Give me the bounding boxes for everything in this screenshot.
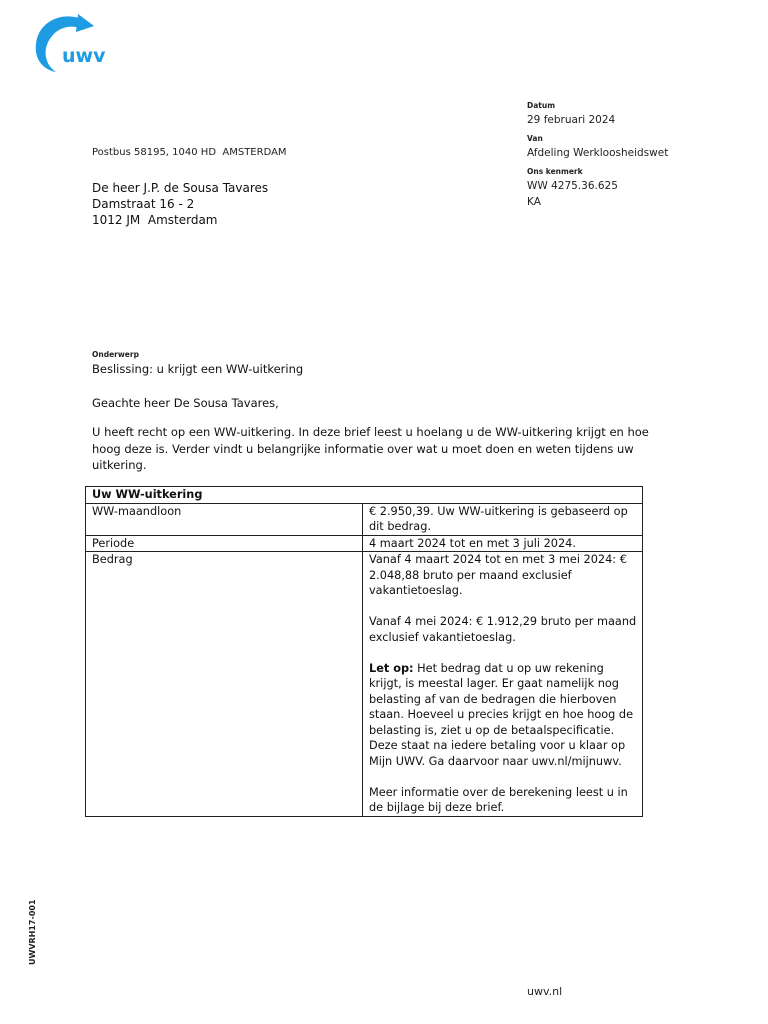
kenmerk-value-1: WW 4275.36.625 <box>527 180 618 192</box>
row-label-periode: Periode <box>86 535 363 552</box>
van-label: Van <box>527 134 543 143</box>
let-op-label: Let op: <box>369 661 414 675</box>
subject: Beslissing: u krijgt een WW-uitkering <box>92 362 304 376</box>
logo-text: uwv <box>62 45 106 67</box>
kenmerk-label: Ons kenmerk <box>527 167 583 176</box>
footer-website: uwv.nl <box>527 985 563 998</box>
recipient-line-3: 1012 JM Amsterdam <box>92 213 218 227</box>
return-address: Postbus 58195, 1040 HD AMSTERDAM <box>92 147 287 158</box>
let-op-text: Het bedrag dat u op uw rekening krijgt, is meestal lager. Er gaat namelijk nog belasting af van de bedragen die hierboven staan. Hoeveel u precies krijgt en hoe hoog de belasting is, ziet u op de betaalspecificatie. Deze staat na iedere betaling voor u klaar op Mijn UWV. Ga daarvoor naar uwv.nl/mijnuwv. <box>369 661 634 768</box>
datum-value: 29 februari 2024 <box>527 114 616 126</box>
recipient-line-2: Damstraat 16 - 2 <box>92 197 195 211</box>
subject-label: Onderwerp <box>92 350 139 359</box>
row-value-bedrag <box>363 552 643 817</box>
datum-label: Datum <box>527 101 556 110</box>
uitkering-table <box>85 486 643 817</box>
salutation: Geachte heer De Sousa Tavares, <box>92 396 279 410</box>
bedrag-paragraph-3 <box>369 661 638 770</box>
recipient-line-1: De heer J.P. de Sousa Tavares <box>92 181 269 195</box>
table-row <box>86 552 643 817</box>
table-row <box>86 535 643 552</box>
uwv-logo <box>32 12 110 74</box>
recipient-address <box>92 180 268 228</box>
bedrag-paragraph-1: Vanaf 4 maart 2024 tot en met 3 mei 2024: € 2.048,88 bruto per maand exclusief vakantietoeslag. <box>369 553 627 597</box>
row-value-maandloon: € 2.950,39. Uw WW-uitkering is gebaseerd op dit bedrag. <box>363 503 643 535</box>
row-label-bedrag: Bedrag <box>86 552 363 817</box>
table-header: Uw WW-uitkering <box>86 487 643 504</box>
bedrag-paragraph-4: Meer informatie over de berekening leest u in de bijlage bij deze brief. <box>369 785 628 814</box>
table-row <box>86 503 643 535</box>
van-value: Afdeling Werkloosheidswet <box>527 147 669 159</box>
intro-paragraph: U heeft recht op een WW-uitkering. In deze brief leest u hoelang u de WW-uitkering krijgt en hoe hoog deze is. Verder vindt u belangrijke informatie over wat u moet doen en weten tijdens uw uitkering. <box>92 425 649 472</box>
row-label-maandloon: WW-maandloon <box>86 503 363 535</box>
bedrag-paragraph-2: Vanaf 4 mei 2024: € 1.912,29 bruto per maand exclusief vakantietoeslag. <box>369 615 637 644</box>
document-code: UWVRH17-001 <box>28 899 37 965</box>
row-value-periode: 4 maart 2024 tot en met 3 juli 2024. <box>363 535 643 552</box>
kenmerk-value-2: KA <box>527 196 541 208</box>
